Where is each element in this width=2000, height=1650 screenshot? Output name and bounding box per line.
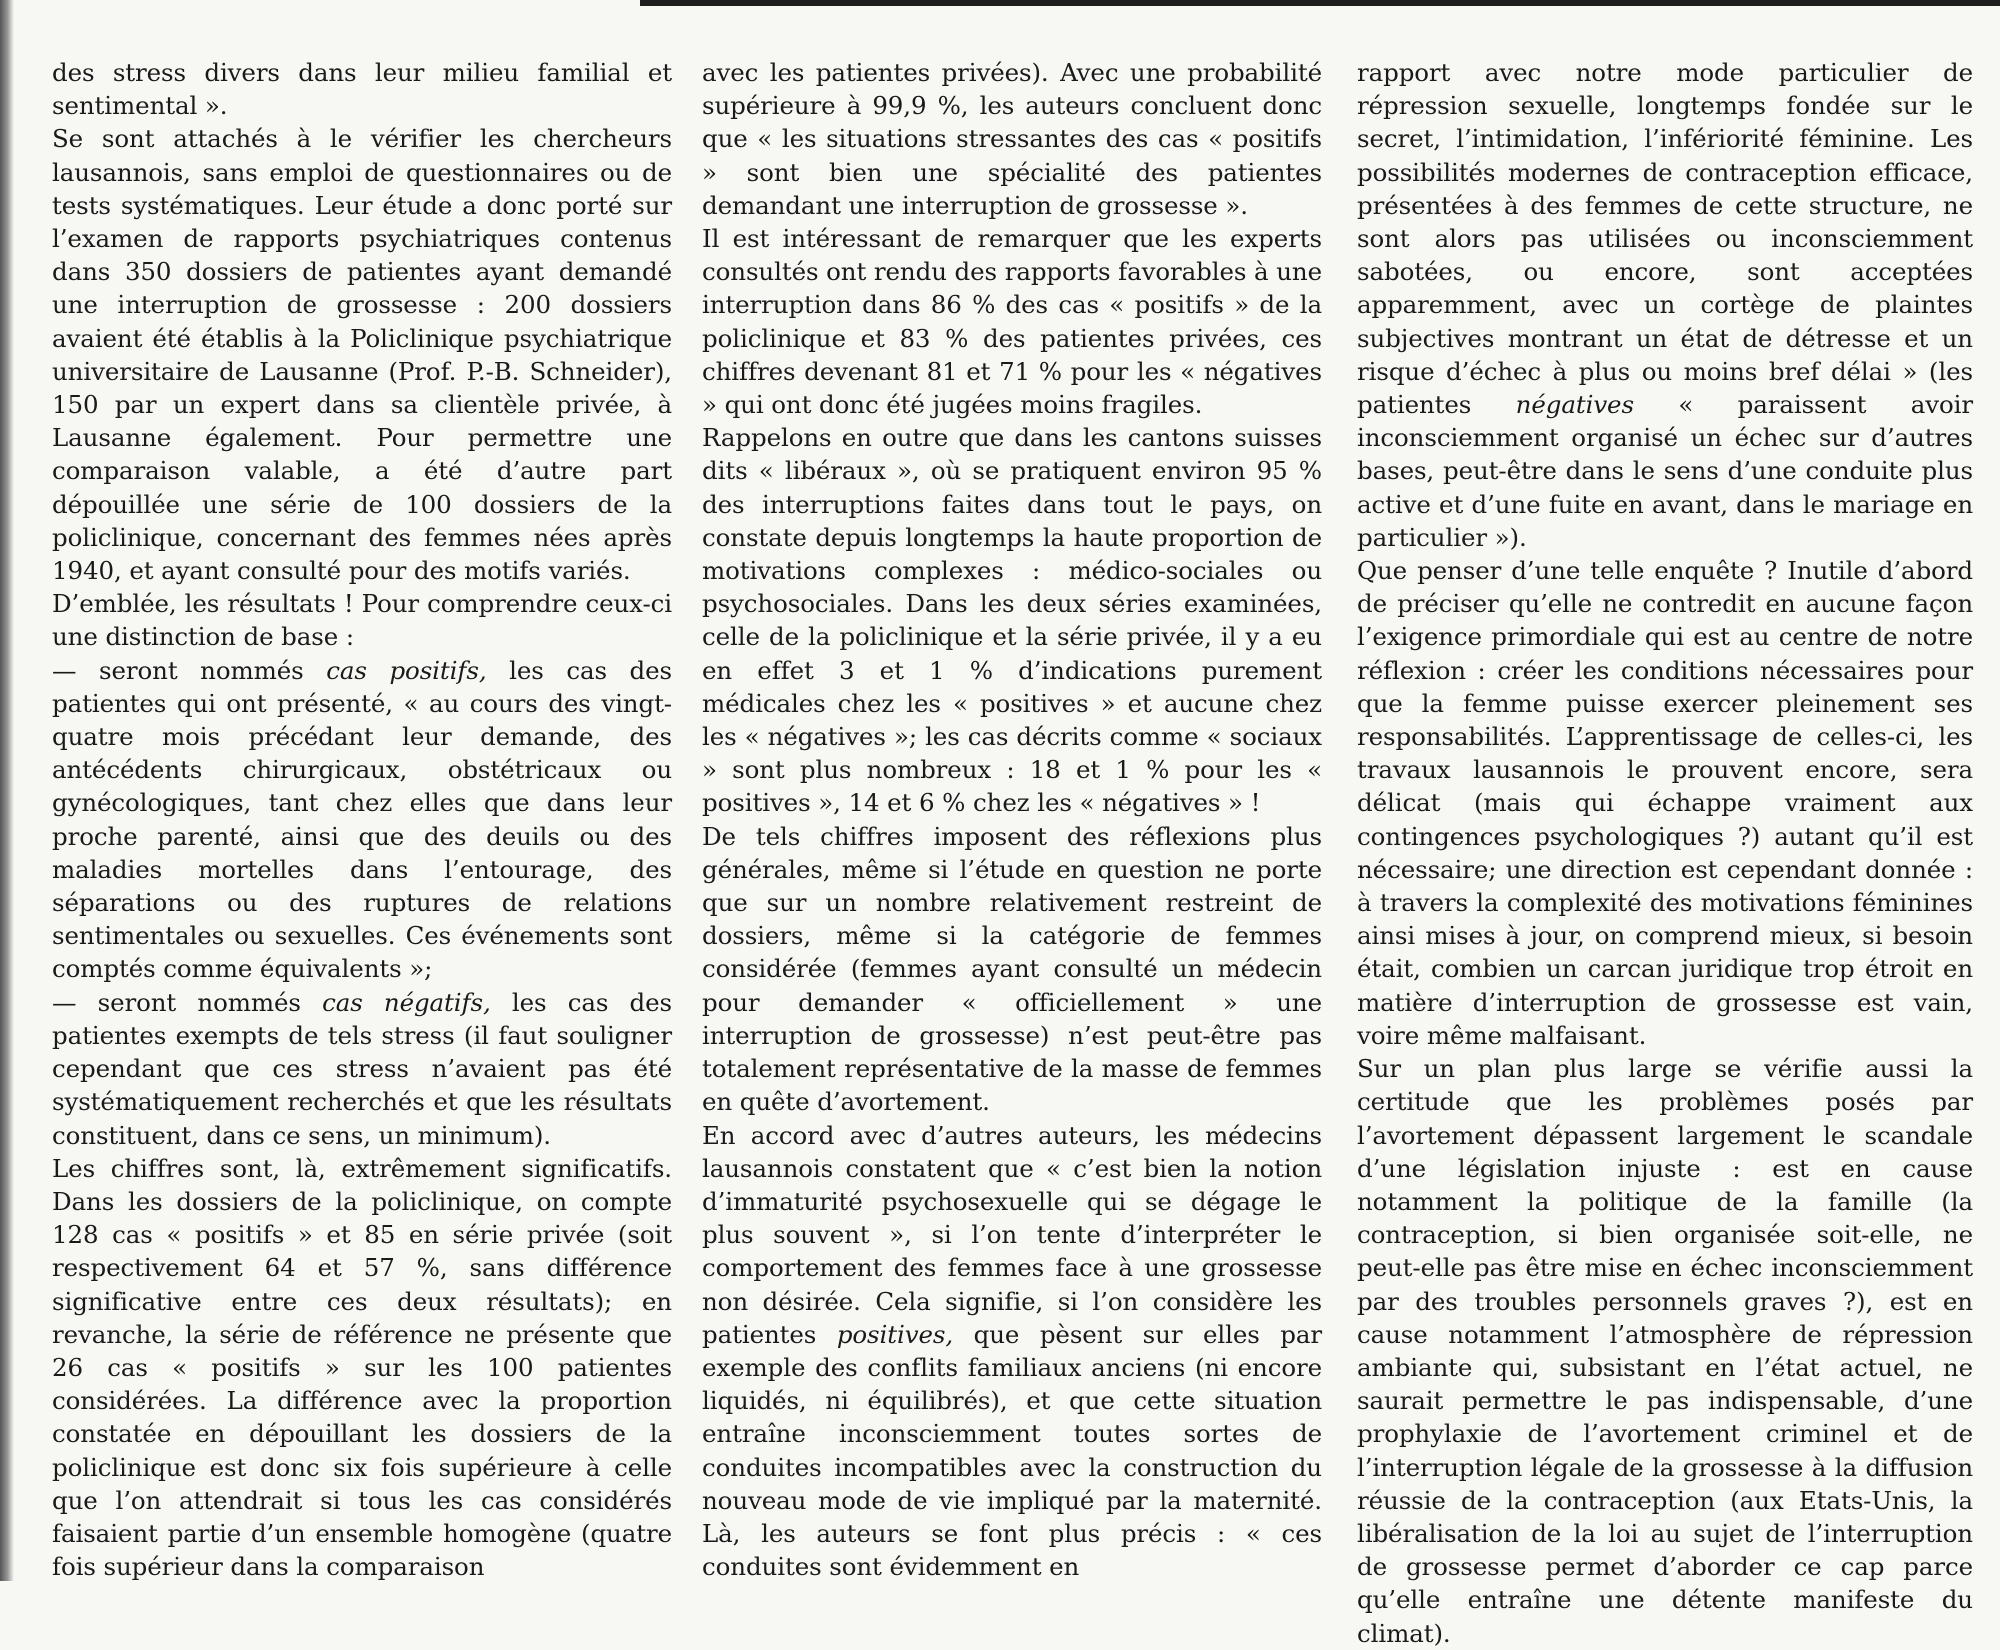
paragraph-text: En accord avec d’autres auteurs, les médecins lausannois constatent que « c’est bien la notion d’immaturité psychosexuelle qui se dégage le plus souvent », si l’on tente d’interpréter le comportement des femmes face à une grossesse non désirée. Cela signifie, si l’on considère les patientes: [702, 1120, 1322, 1349]
paragraph: De tels chiffres imposent des réflexions plus générales, même si l’étude en question ne porte que sur un nombre relativement restreint de dossiers, même si la catégorie de femmes considérée (femmes ayant consulté un médecin pour demander « officiellement » une interruption de grossesse) n’est peut-être pas totalement représentative de la masse de femmes en quête d’avortement.: [702, 821, 1322, 1117]
list-item-negative-cases: [52, 986, 672, 1152]
paragraph: [1357, 56, 1973, 554]
paragraph: avec les patientes privées). Avec une probabilité supérieure à 99,9 %, les auteurs concluent donc que « les situations stressantes des cas « positifs » sont bien une spécialité des patientes demandant une interruption de grossesse ».: [702, 58, 1322, 220]
list-item-positive-cases: [52, 654, 672, 986]
term-negatives: négatives: [1515, 390, 1634, 420]
paragraph-text: rapport avec notre mode particulier de répression sexuelle, longtemps fondée sur le secret, l’intimidation, l’infériorité féminine. Les possibilités modernes de contraception efficace, présentées à des femmes de cette structure, ne sont alors pas utilisées ou inconsciemment sabotées, ou encore, sont acceptées apparemment, avec un cortège de plaintes subjectives montrant un état de détresse et un risque d’échec à plus ou moins bref délai » (les patientes: [1357, 58, 1973, 420]
paragraph: Que penser d’une telle enquête ? Inutile d’abord de préciser qu’elle ne contredit en aucune façon l’exigence primordiale qui est au centre de notre réflexion : créer les conditions nécessaires pour que la femme puisse exercer pleinement ses responsabilités. L’apprentissage de celles-ci, les travaux lausannois le prouvent encore, sera délicat (mais qui échappe vraiment aux contingences psychologiques ?) autant qu’il est nécessaire; une direction est cependant donnée : à travers la complexité des motivations féminines ainsi mises à jour, on comprend mieux, si besoin était, combien un carcan juridique trop étroit en matière d’interruption de grossesse est vain, voire même malfaisant.: [1357, 556, 1973, 1050]
paragraph: [702, 1119, 1322, 1584]
list-item-text: les cas des patientes qui ont présenté, « au cours des vingt-quatre mois précédant leur demande, des antécédents chirurgicaux, obstétricaux ou gynécologiques, tant chez elles que dans leur proche parenté, ainsi que des deuils ou des maladies mortelles dans l’entourage, des séparations ou des ruptures de relations sentimentales ou sexuelles. Ces événements sont comptés comme équivalents »;: [52, 655, 672, 984]
paragraph: Les chiffres sont, là, extrêmement significatifs. Dans les dossiers de la policlinique, on compte 128 cas « positifs » et 85 en série privée (soit respectivement 64 et 57 %, sans différence significative entre ces deux résultats); en revanche, la série de référence ne présente que 26 cas « positifs » sur les 100 patientes considérées. La différence avec la proportion constatée en dépouillant les dossiers de la policlinique est donc six fois supérieure à celle que l’on attendrait si tous les cas considérés faisaient partie d’un ensemble homogène (quatre fois supérieur dans la comparaison: [52, 1153, 672, 1582]
list-item-text: les cas des patientes exempts de tels stress (il faut souligner cependant que ces stress n’avaient pas été systématiquement recherchés et que les résultats constituent, dans ce sens, un minimum).: [52, 987, 672, 1150]
term-cas-positifs: cas positifs,: [326, 655, 487, 685]
paragraph: des stress divers dans leur milieu familial et sentimental ».: [52, 58, 672, 121]
paragraph: D’emblée, les résultats ! Pour comprendre ceux-ci une distinction de base :: [52, 589, 672, 652]
paragraph-text: que pèsent sur elles par exemple des conflits familiaux anciens (ni encore liquidés, ni équilibrés), et que cette situation entraîne inconsciemment toutes sortes de conduites incompatibles avec la construction du nouveau mode de vie impliqué par la maternité. Là, les auteurs se font plus précis : « ces conduites sont évidemment en: [702, 1319, 1322, 1582]
term-positives: positives,: [836, 1319, 954, 1349]
list-item-lead: — seront nommés: [52, 987, 323, 1017]
text-column-1: [52, 56, 672, 1582]
text-column-3: [1357, 56, 1973, 1648]
text-column-2: [702, 56, 1322, 1582]
paragraph: Sur un plan plus large se vérifie aussi la certitude que les problèmes posés par l’avortement dépassent largement le scandale d’une législation injuste : est en cause notamment la politique de la famille (la contraception, si bien organisée soit-elle, ne peut-elle pas être mise en échec inconsciemment par des troubles personnels graves ?), est en cause notamment l’atmosphère de répression ambiante qui, subsistant en l’état actuel, ne saurait permettre le pas indispensable, d’une prophylaxie de l’avortement criminel et de l’interruption légale de la grossesse à la diffusion réussie de la contraception (aux Etats-Unis, la libéralisation de la loi au sujet de l’interruption de grossesse permet d’aborder ce cap parce qu’elle entraîne une détente manifeste du climat).: [1357, 1054, 1973, 1648]
paragraph: Se sont attachés à le vérifier les chercheurs lausannois, sans emploi de questionnaires ou de tests systématiques. Leur étude a donc porté sur l’examen de rapports psychiatriques contenus dans 350 dossiers de patientes ayant demandé une interruption de grossesse : 200 dossiers avaient été établis à la Policlinique psychiatrique universitaire de Lausanne (Prof. P.-B. Schneider), 150 par un expert dans sa clientèle privée, à Lausanne également. Pour permettre une comparaison valable, a été d’autre part dépouillée une série de 100 dossiers de la policlinique, concernant des femmes nées après 1940, et ayant consulté pour des motifs variés.: [52, 124, 672, 586]
list-item-lead: — seront nommés: [52, 655, 327, 685]
paragraph-text: « paraissent avoir inconsciemment organisé un échec sur d’autres bases, peut-être dans le sens d’une conduite plus active et d’une fuite en avant, dans le mariage en particulier »).: [1357, 390, 1973, 552]
page-binding-edge: [0, 0, 14, 1581]
top-rule: [640, 0, 2000, 6]
term-cas-negatifs: cas négatifs,: [322, 987, 491, 1017]
paragraph: Il est intéressant de remarquer que les experts consultés ont rendu des rapports favorables à une interruption dans 86 % des cas « positifs » de la policlinique et 83 % des patientes privées, ces chiffres devenant 81 et 71 % pour les « négatives » qui ont donc été jugées moins fragiles.: [702, 224, 1322, 420]
paragraph: Rappelons en outre que dans les cantons suisses dits « libéraux », où se pratiquent environ 95 % des interruptions faites dans tout le pays, on constate depuis longtemps la haute proportion de motivations complexes : médico-sociales ou psychosociales. Dans les deux séries examinées, celle de la policlinique et la série privée, il y a eu en effet 3 et 1 % d’indications purement médicales chez les « positives » et aucune chez les « négatives »; les cas décrits comme « sociaux » sont plus nombreux : 18 et 1 % pour les « positives », 14 et 6 % chez les « négatives » !: [702, 423, 1322, 818]
